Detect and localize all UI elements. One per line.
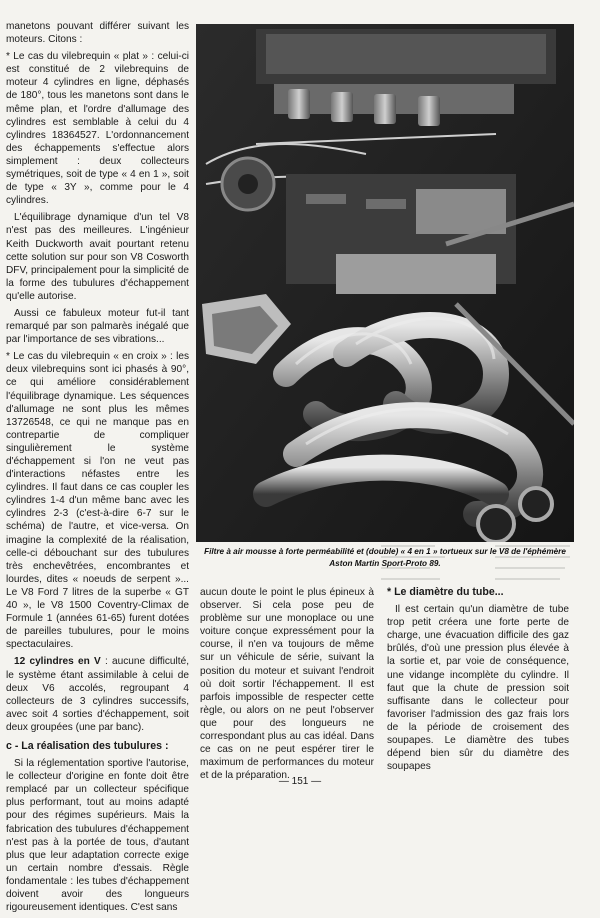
photo-caption: Filtre à air mousse à forte perméabilité et (double) « 4 en 1 » tortueux sur le V8 de l'éphémère Aston Martin Sport-Proto 89.	[204, 547, 566, 568]
section-heading: c - La réalisation des tubulures :	[6, 739, 169, 752]
bleed-through-text	[375, 540, 575, 586]
paragraph-rest: : aucune difficulté, le système étant assimilable à celui de deux V6 accolés, regroupant 4 collecteurs de 3 cylindres successifs, avec soit 4 sorties d'échappement, soit deux groupées (une par banc).	[6, 656, 189, 733]
middle-text-column	[200, 586, 374, 786]
paragraph: Il est certain qu'un diamètre de tube trop petit créera une forte perte de charge, une évacuation difficile des gaz brûlés, d'où une pression plus élevée à la sortie et, par voie de conséquence, une vidange incomplète du cylindre. Il faut que la chute de pression soit suffisante dans le collecteur pour favoriser l'admission des gaz frais lors de la période de croisement des soupapes. Le diamètre des tubes dépend bien sûr du diamètre des soupapes	[387, 604, 569, 773]
paragraph: Si la réglementation sportive l'autorise, le collecteur d'origine en fonte doit être remplacé par un collecteur spécifique plus performant, tout au moins adapté pour des régimes supérieurs. Mais la fabrication des tubulures d'échappement n'est pas à la portée de tous, d'autant plus que leur adaptation correcte exige un certain nombre d'essais. Règle fondamentale : les tubes d'échappement doivent avoir des longueurs rigoureusement identiques. C'est sans	[6, 758, 189, 914]
right-text-column	[387, 586, 569, 777]
page-number: — 151 —	[278, 776, 322, 787]
paragraph: aucun doute le point le plus épineux à observer. Si cela pose peu de problème sur une monoplace ou une voiture conçue expressément pour la course, il n'en va toujours de même sur un véhicule de série, suivant la position du moteur et suivant l'endroit où doit sortir l'échappement. Il est parfois impossible de respecter cette règle, ou alors on ne peut l'observer que pour des longueurs ne correspondant plus au cas idéal. Dans ce cas on ne peut espérer tirer le maximum de performances du moteur et de la préparation.	[200, 587, 374, 782]
paragraph: * Le cas du vilebrequin « en croix » : les deux vilebrequins sont ici phasés à 90°, ce qui améliore considérablement l'équilibrage dynamique. Les séquences d'allumage ne sont plus les mêmes 13726548, ce qui ne manque pas en contrepartie de compliquer singulièrement le système d'échappement si l'on ne veut pas d'interactions néfastes entre les cylindres. Il faut dans ce cas coupler les cylindres 1-4 d'un même banc avec les cylindres 2-3 (c'est-à-dire 6-7 sur le schéma) de l'autre, et vice-versa. On imagine la complexité de la réalisation, celle-ci débouchant sur des tubulures très enchevêtrées, encombrantes et lourdes, dites « noeuds de serpent »... Le V8 Ford 7 litres de la superbe « GT 40 », le V8 1500 Coventry-Climax de Formule 1 (années 61-65) furent dotées de pareilles tubulures, pour le moins spectaculaires.	[6, 351, 189, 651]
paragraph: * Le cas du vilebrequin « plat » : celui-ci est constitué de 2 vilebrequins de moteur 4 cylindres en ligne, déphasés de 180°, tous les manetons sont dans le même plan, et l'ordre d'allumage des cylindres est semblable à celui du 4 cylindres 18364527. L'ordonnancement des échappements s'effectue alors simplement : deux collecteurs symétriques, soit de type « 4 en 1 », soit de type « 3Y », comme pour le 4 cylindres.	[6, 51, 189, 207]
paragraph: manetons pouvant différer suivant les moteurs. Citons :	[6, 21, 189, 46]
paragraph	[6, 655, 189, 734]
paragraph: L'équilibrage dynamique d'un tel V8 n'est pas des meilleures. L'ingénieur Keith Duckworth avait pourtant retenu cette solution sur pour son V8 Cosworth DFV, principalement pour la simplicité de la forme des tubulures d'échappement qu'elle autorise.	[6, 212, 189, 302]
bold-lead: 12 cylindres en V	[14, 656, 101, 668]
engine-photo	[196, 24, 574, 542]
paragraph: Aussi ce fabuleux moteur fut-il tant remarqué par son palmarès inégalé que par l'importance de ses vibrations...	[6, 307, 189, 346]
section-heading: * Le diamètre du tube...	[387, 586, 504, 598]
